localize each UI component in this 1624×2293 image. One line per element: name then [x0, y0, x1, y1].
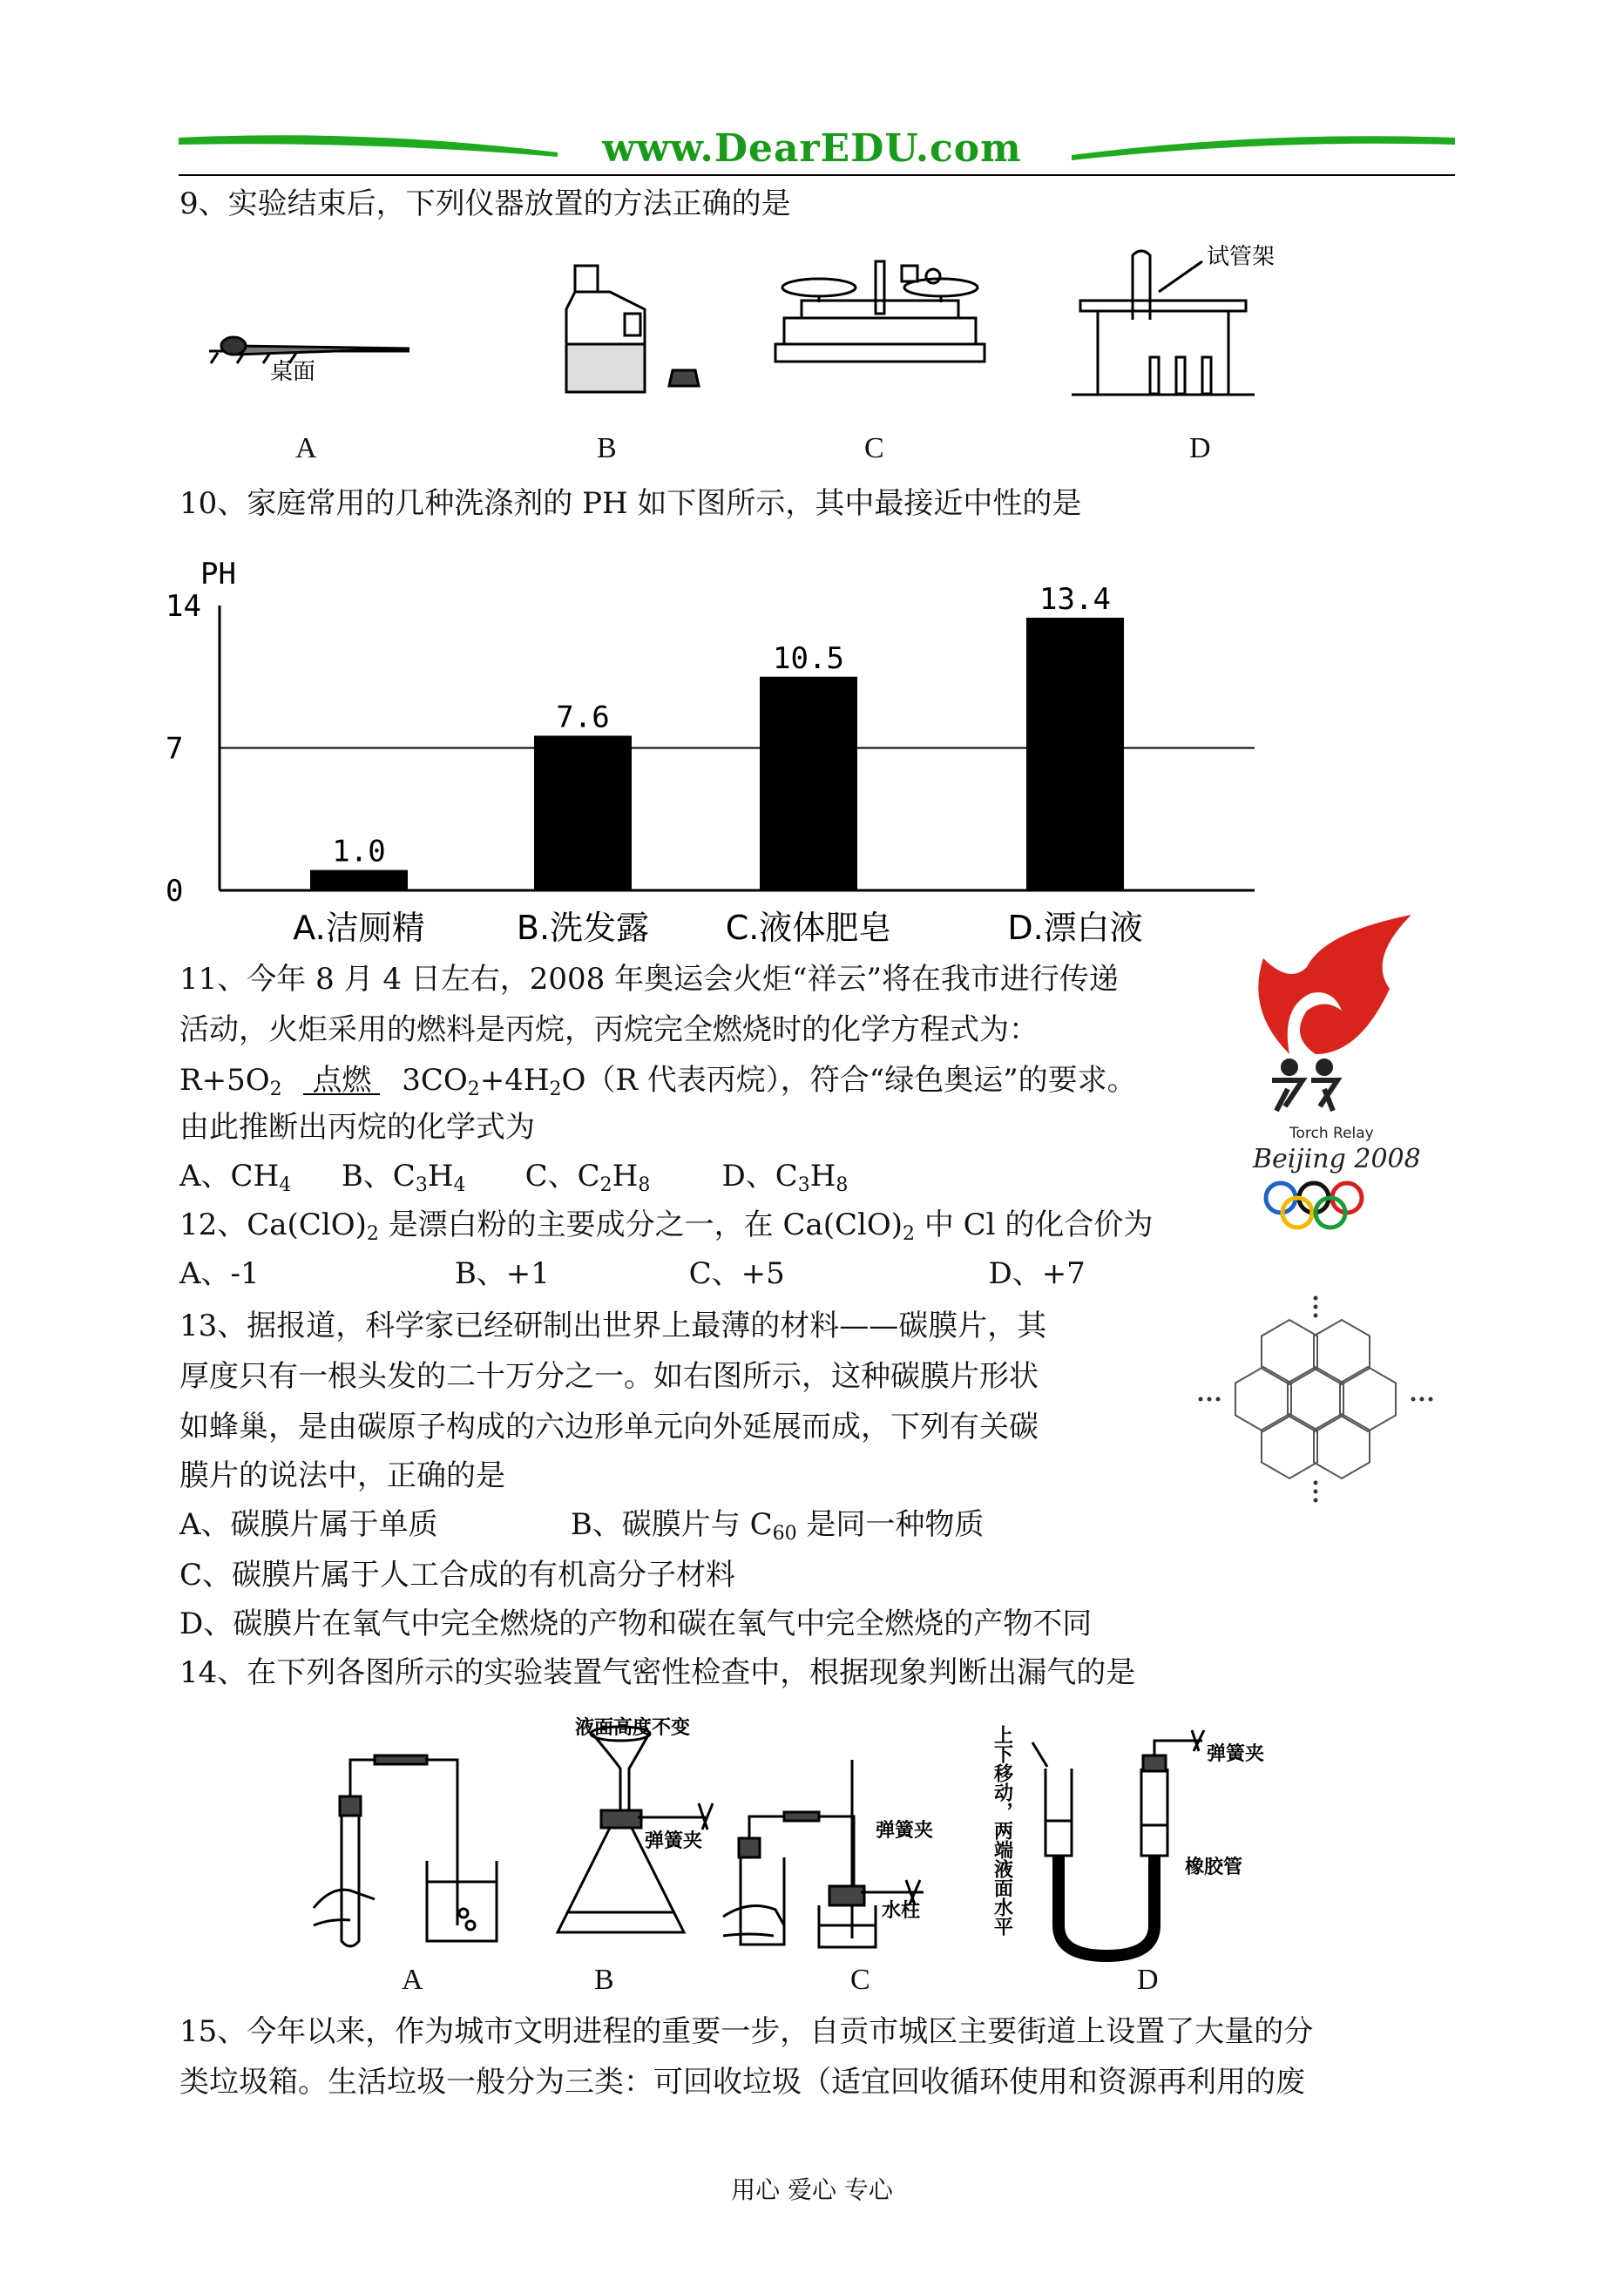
q11-option-b: B、$C_3H_4$ [341, 1159, 466, 1196]
hexagon-cell [1262, 1414, 1317, 1478]
q9-fig-c [775, 261, 985, 362]
hexagon-cell [1235, 1367, 1291, 1431]
q13-option-d: D、碳膜片在氧气中完全燃烧的产物和碳在氧气中完全燃烧的产物不同 [179, 1606, 1093, 1641]
q14-label-c: C [850, 1964, 870, 1996]
q13-line1: 13、据报道，科学家已经研制出世界上最薄的材料——碳膜片，其 [179, 1309, 1047, 1343]
q11-options [179, 1157, 848, 1205]
q13-option-b: B、碳膜片与 $C_{60}$ 是同一种物质 [570, 1507, 985, 1545]
q12-option-d: D、+7 [988, 1256, 1086, 1291]
y-tick-label: 14 [166, 589, 201, 624]
q9-stem: 9、实验结束后，下列仪器放置的方法正确的是 [179, 186, 791, 221]
header-site-title[interactable]: www.DearEDU.com [602, 126, 1022, 171]
q12-option-b: B、+1 [454, 1256, 550, 1291]
q9-fig-d [1072, 251, 1255, 395]
q11-equation: $R+5O_2$ 点燃 $3CO_2+4H_2O(R$ 代表丙烷），符合“绿色奥运”的要求。 [179, 1063, 1137, 1100]
q13-option-c: C、碳膜片属于人工合成的有机高分子材料 [179, 1558, 736, 1593]
q14-fig-a [314, 1755, 497, 1946]
q12-stem: 12、$Ca(ClO)_2$ 是漂白粉的主要成分之一，在 $Ca(ClO)_2$ 中 Cl 的化合价为 [179, 1207, 1154, 1245]
q14-figures [296, 1708, 1265, 1960]
q9-figures [192, 244, 1324, 423]
hexagon-cell [1340, 1367, 1396, 1431]
q11-option-a: A、$CH_4$ [179, 1159, 292, 1196]
q14-d-clamp-label: 弹簧夹 [1207, 1743, 1265, 1765]
q11-line1: 11、今年 8 月 4 日左右，2008 年奥运会火炬“祥云”将在我市进行传递 [179, 962, 1119, 997]
hexagon-cell [1262, 1320, 1317, 1384]
category-label: C.液体肥皂 [725, 909, 892, 947]
q10-stem: 10、家庭常用的几种洗涤剂的 PH 如下图所示，其中最接近中性的是 [179, 486, 1082, 521]
q14-label-a: A [402, 1964, 423, 1996]
bar-value-label: 7.6 [556, 700, 610, 735]
bar-3 [1026, 618, 1124, 890]
y-tick-label: 0 [166, 874, 184, 909]
q14-label-d: D [1137, 1964, 1159, 1996]
q9-fig-b [566, 266, 699, 392]
q14-c-clamp-label: 弹簧夹 [876, 1820, 934, 1842]
q11-option-d: D、$C_3H_8$ [721, 1159, 849, 1196]
q13-line2: 厚度只有一根头发的二十万分之一。如右图所示，这种碳膜片形状 [179, 1359, 1039, 1394]
q14-fig-b [558, 1727, 713, 1932]
q9-label-b: B [597, 432, 617, 464]
q13-options-ab [179, 1505, 984, 1553]
hexagon-cell [1314, 1320, 1370, 1384]
bar-value-label: 1.0 [332, 834, 386, 869]
q11-option-c: C、$C_2H_8$ [524, 1159, 651, 1196]
bar-value-label: 13.4 [1039, 582, 1111, 618]
q9-desk-label: 桌面 [270, 359, 316, 385]
q11-line4: 由此推断出丙烷的化学式为 [179, 1110, 535, 1145]
q9-rack-label: 试管架 [1207, 244, 1276, 270]
q12-option-a: A、-1 [179, 1256, 260, 1291]
hexagon-cell [1314, 1414, 1370, 1478]
q13-line4: 膜片的说法中，正确的是 [179, 1458, 505, 1493]
ph-chart [166, 549, 1272, 950]
q9-label-d: D [1189, 432, 1211, 464]
q13-option-a: A、碳膜片属于单质 [179, 1507, 438, 1542]
olympic-torch-logo [1237, 906, 1446, 1237]
y-tick-label: 7 [166, 731, 184, 767]
q14-d-move-label: 上下移动，两端液面水平 [991, 1725, 1013, 1936]
q14-c-water-label: 水柱 [882, 1900, 921, 1922]
category-label: D.漂白液 [1007, 909, 1143, 947]
bar-0 [310, 870, 408, 890]
q14-b-level-label: 液面高度不变 [575, 1717, 691, 1739]
category-label: B.洗发露 [516, 909, 650, 947]
q15-line2: 类垃圾箱。生活垃圾一般分为三类：可回收垃圾（适宜回收循环使用和资源再利用的废 [179, 2065, 1305, 2100]
q14-d-tube-label: 橡胶管 [1185, 1857, 1243, 1878]
logo-beijing-2008: Beijing 2008 [1253, 1144, 1421, 1174]
logo-torch-relay: Torch Relay [1289, 1125, 1374, 1142]
carbon-honeycomb-figure [1194, 1289, 1438, 1516]
chart-ylabel: PH [200, 557, 236, 592]
bar-2 [760, 677, 857, 890]
q14-label-b: B [594, 1964, 614, 1996]
q13-line3: 如蜂巢，是由碳原子构成的六边形单元向外延展而成，下列有关碳 [179, 1410, 1039, 1444]
q12-options [179, 1255, 1086, 1293]
bar-value-label: 10.5 [773, 640, 844, 676]
category-label: A.洁厕精 [293, 909, 425, 947]
q12-option-c: C、+5 [688, 1256, 785, 1291]
q9-label-a: A [295, 432, 317, 464]
q14-b-clamp-label: 弹簧夹 [645, 1830, 703, 1852]
bar-1 [534, 735, 632, 890]
hexagon-cell [1288, 1367, 1343, 1431]
q11-eq-condition: 点燃 [303, 1067, 380, 1095]
q11-line2: 活动，火炬采用的燃料是丙烷，丙烷完全燃烧时的化学方程式为： [179, 1012, 1039, 1047]
page-footer: 用心 爱心 专心 [731, 2175, 893, 2204]
q9-label-c: C [864, 432, 884, 464]
q14-fig-d [1032, 1730, 1204, 1956]
q15-line1: 15、今年以来，作为城市文明进程的重要一步，自贡市城区主要街道上设置了大量的分 [179, 2014, 1314, 2049]
q14-stem: 14、在下列各图所示的实验装置气密性检查中，根据现象判断出漏气的是 [179, 1655, 1136, 1690]
